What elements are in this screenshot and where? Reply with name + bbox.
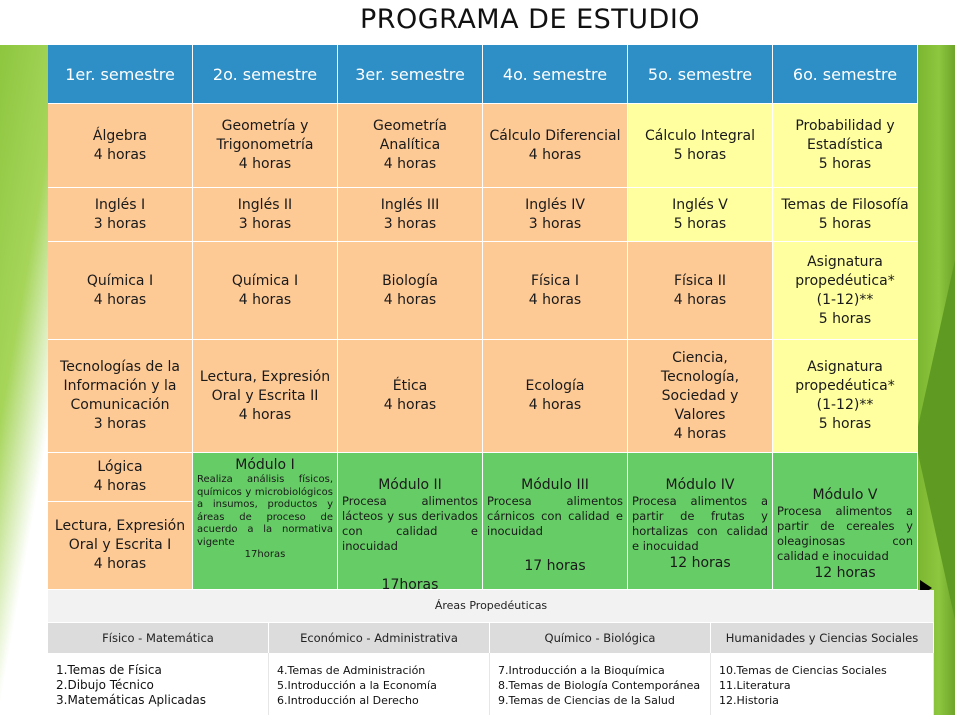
subject-cell: Geometría y Trigonometría 4 horas <box>193 104 338 188</box>
module-title: Módulo I <box>235 457 295 473</box>
subject-cell: Inglés I 3 horas <box>48 188 193 242</box>
semester-header-4: 4o. semestre <box>483 45 628 104</box>
module-description: Procesa alimentos a partir de frutas y hortalizas con calidad e inocuidad <box>632 494 768 553</box>
area-header: Humanidades y Ciencias Sociales <box>711 623 934 653</box>
list-item: 10.Temas de Ciencias Sociales <box>719 664 887 677</box>
semester-header-6: 6o. semestre <box>773 45 918 104</box>
study-program-table <box>48 45 918 590</box>
right-green-triangle <box>915 260 955 620</box>
subject-cell: Álgebra 4 horas <box>48 104 193 188</box>
area-header: Químico - Biológica <box>490 623 711 653</box>
module-description: Procesa alimentos cárnicos con calidad e inocuidad <box>487 494 623 538</box>
list-item: 3.Matemáticas Aplicadas <box>56 693 207 707</box>
semester-header-3: 3er. semestre <box>338 45 483 104</box>
list-item: 7.Introducción a la Bioquímica <box>498 664 665 677</box>
subject-cell: Cálculo Integral 5 horas <box>628 104 773 188</box>
subject-cell: Temas de Filosofía 5 horas <box>773 188 918 242</box>
semester-header-1: 1er. semestre <box>48 45 193 104</box>
module-cell-5 <box>773 453 918 590</box>
subject-cell: Inglés V 5 horas <box>628 188 773 242</box>
list-item: 12.Historia <box>719 694 779 707</box>
list-item: 4.Temas de Administración <box>277 664 426 677</box>
area-header: Físico - Matemática <box>48 623 269 653</box>
page-title: PROGRAMA DE ESTUDIO <box>359 4 701 35</box>
semester-header-2: 2o. semestre <box>193 45 338 104</box>
list-item: 2.Dibujo Técnico <box>56 678 154 692</box>
module-hours: 17horas <box>381 577 439 590</box>
propedeutic-areas-table <box>48 590 934 715</box>
areas-title: Áreas Propedéuticas <box>48 590 934 623</box>
list-item: 1.Temas de Física <box>56 663 162 677</box>
module-title: Módulo V <box>812 487 878 503</box>
area-list <box>269 653 490 715</box>
subject-cell: Asignatura propedéutica* (1-12)** 5 horas <box>773 340 918 453</box>
subject-cell: Química I 4 horas <box>48 242 193 340</box>
subject-cell: Tecnologías de la Información y la Comunicación 3 horas <box>48 340 193 453</box>
subject-cell: Geometría Analítica 4 horas <box>338 104 483 188</box>
semester-header-5: 5o. semestre <box>628 45 773 104</box>
list-item: 6.Introducción al Derecho <box>277 694 419 707</box>
module-title: Módulo II <box>378 477 442 493</box>
module-cell-3 <box>483 453 628 590</box>
subject-cell: Lectura, Expresión Oral y Escrita II 4 horas <box>193 340 338 453</box>
area-header: Económico - Administrativa <box>269 623 490 653</box>
module-hours: 17horas <box>244 549 286 560</box>
subject-cell: Inglés IV 3 horas <box>483 188 628 242</box>
left-green-decoration <box>0 45 48 715</box>
subject-cell: Química I 4 horas <box>193 242 338 340</box>
subject-cell: Física I 4 horas <box>483 242 628 340</box>
module-cell-1 <box>193 453 338 590</box>
subject-cell: Física II 4 horas <box>628 242 773 340</box>
areas-list-row <box>48 653 934 715</box>
list-item: 5.Introducción a la Economía <box>277 679 437 692</box>
list-item: 11.Literatura <box>719 679 791 692</box>
module-cell-4 <box>628 453 773 590</box>
subject-cell: Inglés III 3 horas <box>338 188 483 242</box>
module-title: Módulo III <box>521 477 589 493</box>
list-item: 8.Temas de Biología Contemporánea <box>498 679 701 692</box>
area-list <box>48 653 269 715</box>
subject-cell: Biología 4 horas <box>338 242 483 340</box>
subject-cell: Ética 4 horas <box>338 340 483 453</box>
areas-header-row <box>48 623 934 653</box>
subject-cell: Probabilidad y Estadística 5 horas <box>773 104 918 188</box>
subject-cell: Inglés II 3 horas <box>193 188 338 242</box>
module-hours: 12 horas <box>669 555 731 571</box>
subject-cell-lectura-i: Lectura, Expresión Oral y Escrita I 4 horas <box>48 502 193 590</box>
module-hours: 12 horas <box>814 565 876 581</box>
list-item: 9.Temas de Ciencias de la Salud <box>498 694 675 707</box>
area-list <box>490 653 711 715</box>
module-description: Procesa alimentos lácteos y sus derivados con calidad e inocuidad <box>342 494 478 553</box>
area-list <box>711 653 934 715</box>
module-description: Procesa alimentos a partir de cereales y oleaginosas con calidad e inocuidad <box>777 504 913 563</box>
subject-cell: Ciencia, Tecnología, Sociedad y Valores 4 horas <box>628 340 773 453</box>
module-cell-2 <box>338 453 483 590</box>
module-description: Realiza análisis físicos, químicos y microbiológicos a insumos, productos y áreas de proceso de acuerdo a la normativa vigente <box>197 474 333 548</box>
module-title: Módulo IV <box>665 477 735 493</box>
subject-cell: Ecología 4 horas <box>483 340 628 453</box>
subject-cell: Asignatura propedéutica* (1-12)** 5 horas <box>773 242 918 340</box>
subject-cell-logica: Lógica 4 horas <box>48 453 193 502</box>
module-hours: 17 horas <box>524 558 586 574</box>
subject-cell: Cálculo Diferencial 4 horas <box>483 104 628 188</box>
